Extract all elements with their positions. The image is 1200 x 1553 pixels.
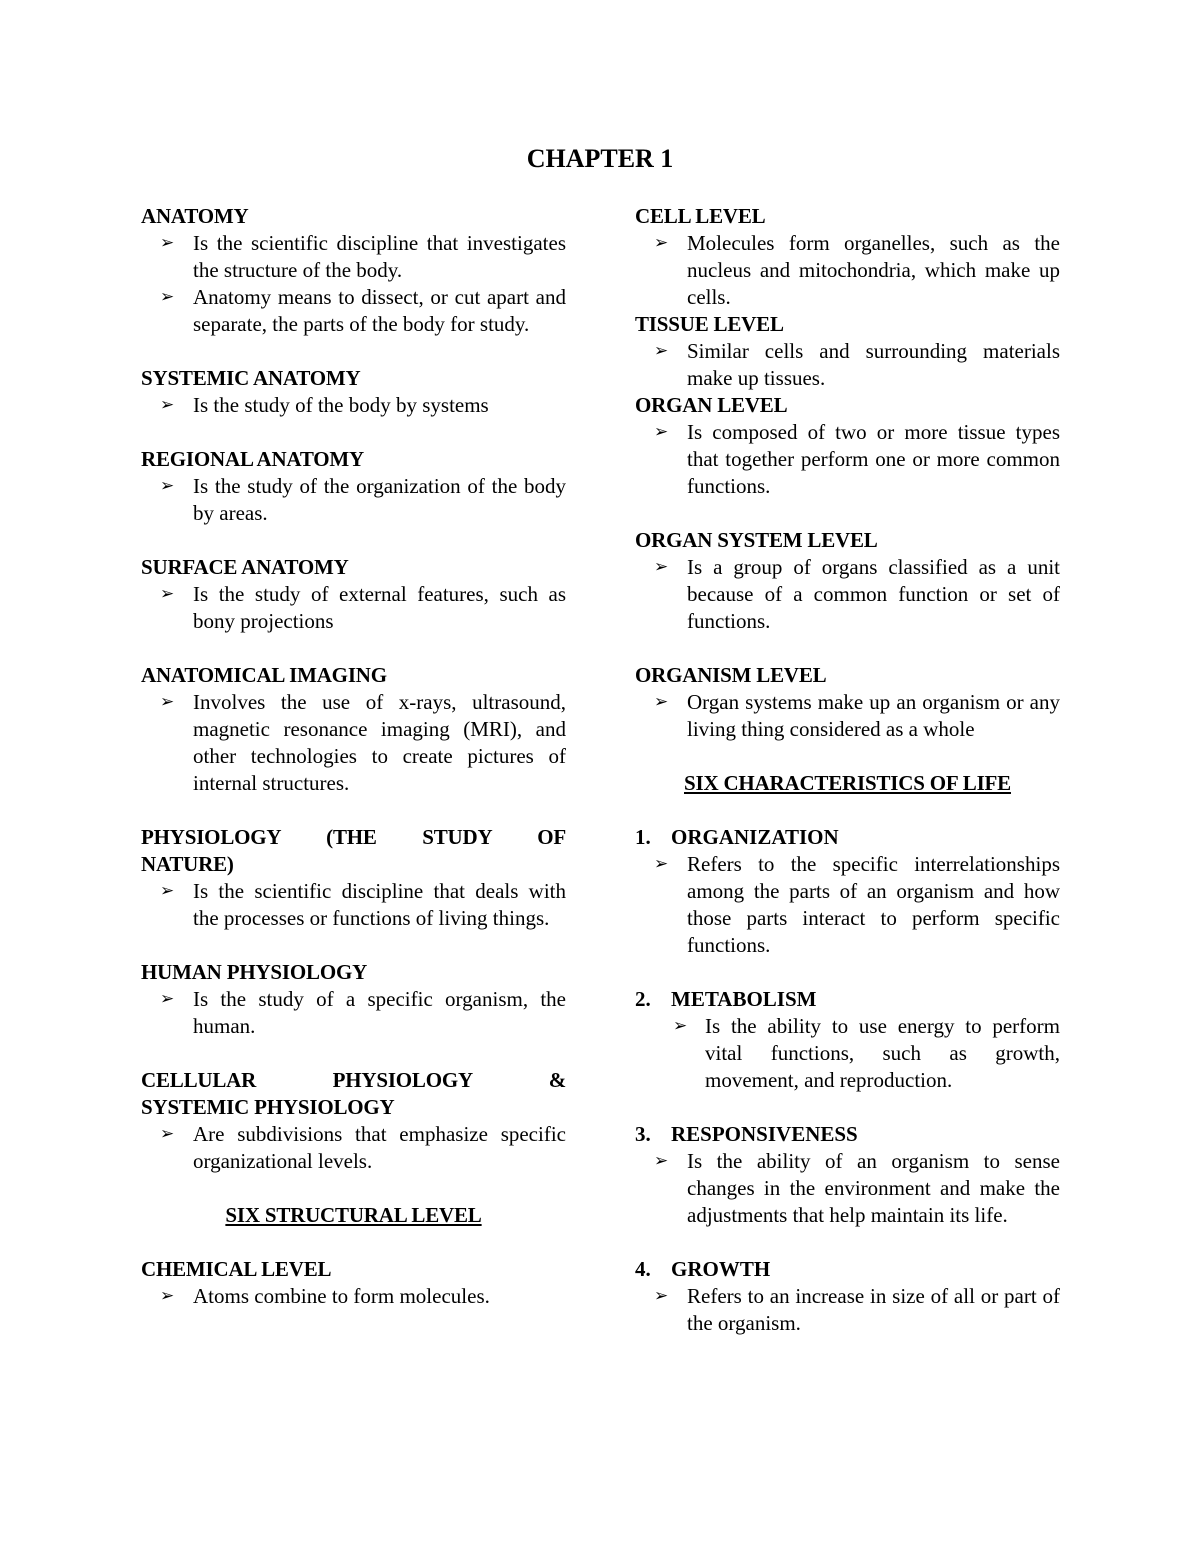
heading-physiology-line1: PHYSIOLOGY (THE STUDY OF [141,825,566,849]
heading-growth-label: GROWTH [671,1257,771,1281]
heading-physiology-line2: NATURE) [141,852,234,876]
heading-organism-level: ORGANISM LEVEL [635,663,827,687]
bullet-physiology: ➢ Is the scientific discipline that deals with the processes or functions of living things. [141,878,566,932]
heading-systemic-anatomy: SYSTEMIC ANATOMY [141,366,361,390]
bullet-organism-level: ➢ Organ systems make up an organism or any living thing considered as a whole [635,689,1060,743]
heading-surface-anatomy: SURFACE ANATOMY [141,555,349,579]
bullet-organ-level: ➢ Is composed of two or more tissue types that together perform one or more common functions. [635,419,1060,500]
heading-cellular-physiology-line2: SYSTEMIC PHYSIOLOGY [141,1095,395,1119]
heading-responsiveness-label: RESPONSIVENESS [671,1122,858,1146]
heading-six-structural-level: SIX STRUCTURAL LEVEL [225,1203,482,1227]
heading-six-characteristics-of-life: SIX CHARACTERISTICS OF LIFE [684,771,1011,795]
bullet-anatomy-1: ➢ Is the scientific discipline that investigates the structure of the body. [141,230,566,284]
heading-cellular-physiology-line1: CELLULAR PHYSIOLOGY & [141,1068,566,1092]
bullet-anatomical-imaging: ➢ Involves the use of x-rays, ultrasound, magnetic resonance imaging (MRI), and other technologies to create pictures of internal structures. [141,689,566,797]
heading-organ-level: ORGAN LEVEL [635,393,788,417]
right-column [635,203,1060,1337]
heading-chemical-level: CHEMICAL LEVEL [141,1257,332,1281]
bullet-anatomy-2: ➢ Anatomy means to dissect, or cut apart and separate, the parts of the body for study. [141,284,566,338]
heading-anatomy: ANATOMY [141,204,249,228]
heading-responsiveness [635,1121,1060,1148]
heading-anatomical-imaging: ANATOMICAL IMAGING [141,663,387,687]
heading-growth [635,1256,1060,1283]
bullet-regional-anatomy: ➢ Is the study of the organization of the body by areas. [141,473,566,527]
bullet-organ-system-level: ➢ Is a group of organs classified as a unit because of a common function or set of functions. [635,554,1060,635]
bullet-metabolism: ➢ Is the ability to use energy to perform vital functions, such as growth, movement, and reproduction. [635,1013,1060,1094]
bullet-organization: ➢ Refers to the specific interrelationships among the parts of an organism and how those parts interact to perform specific functions. [635,851,1060,959]
heading-organization-label: ORGANIZATION [671,825,839,849]
page-title: CHAPTER 1 [526,144,674,173]
heading-tissue-level: TISSUE LEVEL [635,312,784,336]
heading-metabolism-label: METABOLISM [671,987,817,1011]
heading-human-physiology: HUMAN PHYSIOLOGY [141,960,368,984]
heading-cell-level: CELL LEVEL [635,204,766,228]
list-number: 2. [635,987,651,1011]
list-number: 4. [635,1257,651,1281]
heading-metabolism [635,986,1060,1013]
bullet-cell-level: ➢ Molecules form organelles, such as the nucleus and mitochondria, which make up cells. [635,230,1060,311]
heading-regional-anatomy: REGIONAL ANATOMY [141,447,364,471]
bullet-growth: ➢ Refers to an increase in size of all or part of the organism. [635,1283,1060,1337]
bullet-chemical-level: ➢ Atoms combine to form molecules. [141,1283,566,1310]
bullet-cellular-physiology: ➢ Are subdivisions that emphasize specific organizational levels. [141,1121,566,1175]
left-column [141,203,566,1310]
list-number: 1. [635,825,651,849]
heading-organ-system-level: ORGAN SYSTEM LEVEL [635,528,878,552]
bullet-responsiveness: ➢ Is the ability of an organism to sense changes in the environment and make the adjustments that help maintain its life. [635,1148,1060,1229]
bullet-human-physiology: ➢ Is the study of a specific organism, the human. [141,986,566,1040]
bullet-tissue-level: ➢ Similar cells and surrounding materials make up tissues. [635,338,1060,392]
list-number: 3. [635,1122,651,1146]
heading-organization [635,824,1060,851]
bullet-surface-anatomy: ➢ Is the study of external features, such as bony projections [141,581,566,635]
bullet-systemic-anatomy: ➢ Is the study of the body by systems [141,392,566,419]
